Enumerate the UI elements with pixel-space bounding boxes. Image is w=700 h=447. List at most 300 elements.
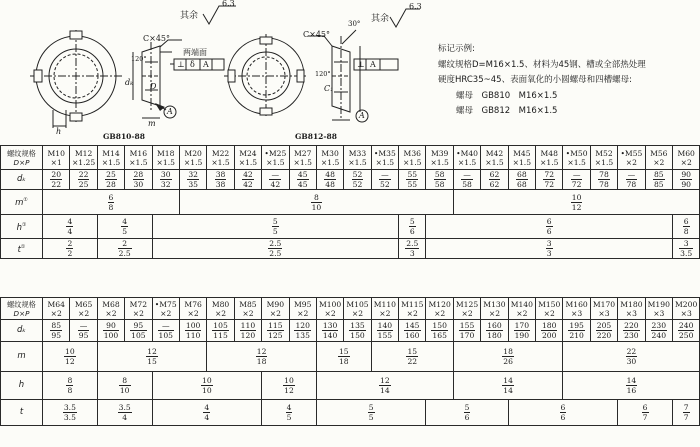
gb810-dim-h: h [56, 127, 62, 136]
thread-pitch: ×3 [680, 308, 692, 318]
frac-numerator: 130 [322, 321, 338, 330]
value-cell [179, 320, 206, 342]
frac-denominator: 105 [158, 331, 173, 340]
header-line-1: 螺纹规格 [7, 299, 36, 309]
thread-pitch: ×1.5 [457, 157, 477, 167]
thread-pitch: ×2 [50, 308, 62, 318]
frac-denominator: 3.5 [63, 413, 76, 422]
thread-spec-cell [207, 298, 234, 320]
frac-denominator: 3.5 [680, 249, 693, 258]
frac-denominator: 240 [651, 331, 667, 340]
thread-spec-cell [563, 298, 590, 320]
frac-numerator: 8 [311, 193, 323, 203]
value-cell [453, 170, 480, 190]
frac-numerator: 140 [377, 321, 393, 330]
thread-size: M12 [74, 148, 93, 158]
gb810-caption: GB810-88 [103, 132, 145, 141]
thread-spec-cell [618, 146, 645, 170]
value-fraction [187, 170, 199, 189]
frac-denominator: 100 [103, 331, 119, 340]
value-fraction [464, 403, 471, 422]
thread-pitch: ×1.5 [320, 157, 340, 167]
thread-size: M180 [620, 299, 643, 309]
thread-size: M140 [510, 299, 533, 309]
spec-row-1 [1, 190, 700, 215]
frac-denominator: 10 [202, 386, 212, 395]
frac-numerator: 100 [185, 321, 201, 330]
frac-numerator: 155 [459, 321, 475, 330]
thread-spec-cell [371, 146, 398, 170]
gb812-chamfer: C×45° [303, 30, 331, 39]
thread-spec-cell [645, 146, 672, 170]
thread-size: M56 [650, 148, 668, 158]
thread-size: M105 [346, 299, 369, 309]
thread-pitch: ×2 [379, 308, 391, 318]
value-cell [344, 170, 371, 190]
value-fraction [240, 321, 257, 340]
value-fraction [212, 321, 229, 340]
thread-pitch: ×2 [160, 308, 172, 318]
value-fraction [404, 321, 421, 340]
thread-spec-cell [234, 146, 261, 170]
frac-numerator: 2 [67, 239, 73, 248]
frac-numerator: 230 [651, 321, 667, 330]
value-cell [508, 320, 535, 342]
thread-spec-cell [563, 146, 590, 170]
value-cell [152, 170, 179, 190]
thread-size: M16 [129, 148, 148, 158]
frac-numerator: 135 [350, 321, 365, 330]
spec-header-label [1, 298, 43, 320]
frac-denominator: 28 [106, 180, 116, 189]
frac-denominator: 30 [626, 357, 637, 366]
value-cell [344, 320, 371, 342]
gb812-caption: GB812-88 [295, 132, 337, 141]
gb810-dim-d: D [150, 82, 157, 91]
frac-numerator: 14 [503, 376, 513, 385]
frac-denominator: 22 [407, 357, 418, 366]
frac-denominator: 160 [405, 331, 420, 340]
value-cell [399, 320, 426, 342]
row-label-text: h [18, 380, 25, 390]
gb812-figure [220, 0, 420, 142]
thread-spec-cell [399, 298, 426, 320]
value-cell [371, 342, 453, 372]
value-fraction [64, 347, 76, 366]
gb810-datum-a: A [167, 107, 173, 116]
frac-denominator: 42 [243, 180, 253, 189]
frac-numerator: 5 [409, 217, 415, 226]
gb810-rest-label: 其余 [180, 11, 199, 21]
value-cell [316, 170, 343, 190]
value-cell [371, 170, 398, 190]
frac-denominator: 72 [571, 180, 582, 189]
thread-size: M100 [318, 299, 342, 309]
thread-spec-cell [97, 146, 124, 170]
value-cell [426, 239, 673, 259]
frac-denominator: 4 [122, 413, 128, 422]
value-fraction [203, 403, 210, 422]
thread-pitch: ×2 [214, 308, 227, 318]
frac-denominator: 32 [160, 180, 171, 189]
value-cell [262, 170, 289, 190]
row-label-text: t [19, 407, 24, 417]
value-cell [453, 320, 480, 342]
value-fraction [146, 347, 158, 366]
frac-numerator: 240 [678, 321, 694, 330]
value-fraction [63, 403, 77, 422]
value-cell [426, 215, 673, 239]
value-fraction [514, 321, 531, 340]
thread-pitch: ×2 [269, 308, 281, 318]
thread-size: •M75 [154, 299, 177, 309]
header-line-2: D×P [13, 308, 30, 318]
frac-numerator: 105 [213, 321, 228, 330]
frac-numerator: 8 [119, 376, 131, 386]
frac-numerator: 2.5 [406, 239, 419, 248]
value-cell [97, 239, 152, 259]
frac-denominator: 12 [284, 386, 294, 395]
thread-spec-cell [70, 298, 97, 320]
value-cell [262, 320, 289, 342]
frac-denominator: 68 [517, 180, 527, 189]
frac-numerator: 145 [405, 321, 420, 330]
frac-denominator: 125 [268, 331, 283, 340]
value-cell [207, 342, 317, 372]
value-cell [481, 320, 508, 342]
thread-size: M27 [293, 148, 312, 158]
value-fraction [642, 403, 649, 422]
value-cell [536, 170, 563, 190]
frac-numerator: — [269, 170, 281, 180]
row-label [1, 239, 43, 259]
frac-numerator: 48 [325, 170, 335, 179]
value-fraction [683, 217, 690, 236]
thread-pitch: ×1.5 [211, 157, 230, 167]
thread-size: M72 [129, 299, 148, 309]
thread-pitch: ×1.5 [430, 157, 449, 167]
value-fraction [543, 170, 555, 189]
value-cell [152, 400, 262, 426]
value-fraction [516, 170, 528, 189]
thread-size: M130 [483, 299, 506, 309]
value-cell [43, 320, 70, 342]
value-cell [563, 320, 590, 342]
thread-pitch: ×1 [50, 157, 62, 167]
value-cell [590, 320, 617, 342]
frac-denominator: 10 [311, 202, 322, 212]
value-cell [672, 400, 699, 426]
frac-numerator: 12 [147, 347, 157, 356]
spec-row-2 [1, 215, 700, 239]
value-cell [672, 239, 699, 259]
frac-denominator: 12 [65, 357, 75, 366]
frac-numerator: 120 [295, 321, 310, 330]
thread-size: M20 [184, 148, 202, 158]
frac-denominator: 16 [626, 386, 637, 395]
value-fraction [50, 170, 62, 189]
frac-numerator: 20 [51, 170, 62, 179]
frac-numerator: 85 [653, 170, 664, 179]
value-cell [43, 239, 98, 259]
thread-size: M36 [403, 148, 421, 158]
value-cell [316, 372, 453, 400]
value-fraction [651, 321, 668, 340]
note-line: 标记示例: [438, 44, 475, 54]
spec-table-1 [0, 145, 700, 259]
value-cell [399, 239, 426, 259]
thread-pitch: ×1.5 [485, 157, 504, 167]
frac-denominator: 4 [67, 227, 73, 236]
frac-denominator: 90 [681, 180, 692, 189]
thread-size: M190 [647, 299, 670, 309]
value-fraction [352, 170, 364, 189]
value-fraction [118, 239, 132, 258]
spec-header-row [1, 298, 700, 320]
value-fraction [623, 321, 640, 340]
value-fraction [324, 170, 336, 189]
frac-numerator: — [571, 170, 583, 180]
thread-spec-cell [125, 146, 152, 170]
value-fraction [379, 170, 391, 189]
thread-pitch: ×2 [132, 308, 144, 318]
row-label-text: dₖ [16, 325, 26, 335]
frac-denominator: 12 [571, 202, 582, 212]
thread-size: M65 [74, 299, 93, 309]
thread-pitch: ×2 [406, 308, 418, 318]
thread-pitch: ×1.5 [567, 157, 586, 167]
frac-denominator: 38 [215, 180, 226, 189]
value-fraction [546, 239, 553, 258]
thread-pitch: ×2 [351, 308, 364, 318]
frac-denominator: 135 [295, 331, 310, 340]
thread-spec-cell [152, 146, 179, 170]
value-cell [179, 170, 206, 190]
spec-header-row [1, 146, 700, 170]
frac-denominator: 58 [434, 180, 445, 189]
value-fraction [568, 321, 585, 340]
value-fraction [626, 376, 638, 395]
value-fraction [50, 321, 62, 340]
value-cell [70, 320, 97, 342]
thread-spec-cell [179, 298, 206, 320]
value-fraction [406, 347, 418, 366]
frac-denominator: 155 [377, 331, 393, 340]
frac-denominator: 30 [133, 180, 144, 189]
thread-size: M24 [239, 148, 257, 158]
thread-pitch: ×1.5 [156, 157, 175, 167]
frac-numerator: 22 [626, 347, 637, 356]
value-cell [97, 400, 152, 426]
frac-numerator: 30 [160, 170, 171, 179]
value-fraction [461, 170, 473, 189]
frac-denominator: 6 [560, 413, 566, 422]
value-fraction [283, 376, 295, 395]
frac-denominator: 180 [487, 331, 502, 340]
value-cell [563, 372, 700, 400]
thread-spec-cell [316, 146, 343, 170]
thread-pitch: ×2 [516, 308, 528, 318]
marking-example [438, 42, 698, 120]
thread-spec-cell [344, 298, 371, 320]
frac-denominator: 45 [297, 180, 308, 189]
thread-pitch: ×1.5 [512, 157, 532, 167]
frac-numerator: 4 [204, 403, 210, 412]
thread-pitch: ×3 [653, 308, 665, 318]
thread-size: •M25 [264, 148, 287, 158]
frac-denominator: 8 [108, 202, 114, 212]
value-cell [645, 170, 672, 190]
value-fraction [78, 170, 90, 189]
row-label-text: t [17, 244, 21, 255]
frac-numerator: — [158, 321, 175, 331]
row-label [1, 342, 43, 372]
value-cell [481, 170, 508, 190]
thread-spec-cell [453, 298, 480, 320]
frac-denominator: 230 [624, 331, 639, 340]
frac-denominator: 2.5 [269, 249, 282, 258]
thread-pitch: ×1.5 [238, 157, 258, 167]
value-fraction [541, 321, 558, 340]
thread-spec-cell [125, 298, 152, 320]
thread-spec-cell [481, 298, 508, 320]
value-fraction [368, 403, 375, 422]
gb812-angle: 30° [348, 20, 361, 28]
frac-numerator: — [626, 170, 638, 180]
frac-numerator: 6 [683, 217, 689, 226]
value-fraction [242, 170, 254, 189]
frac-denominator: 190 [514, 331, 530, 340]
value-fraction [406, 170, 418, 189]
thread-pitch: ×2 [434, 308, 446, 318]
thread-spec-cell [43, 146, 70, 170]
value-fraction [66, 239, 73, 258]
value-cell [316, 400, 426, 426]
frac-numerator: 68 [517, 170, 527, 179]
value-cell [316, 320, 343, 342]
value-fraction [78, 321, 90, 340]
value-fraction [256, 347, 268, 366]
frac-denominator: 55 [407, 180, 418, 189]
frac-numerator: 6 [546, 217, 552, 226]
frac-denominator: 2.5 [118, 249, 131, 258]
frac-denominator: 95 [78, 331, 89, 340]
header-line-1: 螺纹规格 [7, 148, 36, 158]
frac-denominator: 14 [380, 386, 390, 395]
thread-size: M42 [485, 148, 504, 158]
value-fraction [571, 170, 583, 189]
thread-size: M10 [47, 148, 65, 158]
frac-numerator: 15 [338, 347, 349, 356]
frac-denominator: 7 [642, 413, 648, 422]
value-cell [179, 190, 453, 215]
value-fraction [405, 239, 419, 258]
value-cell [289, 320, 316, 342]
frac-denominator: 5 [286, 413, 292, 422]
value-cell [234, 170, 261, 190]
thread-pitch: ×1.5 [266, 157, 285, 167]
value-cell [289, 170, 316, 190]
thread-spec-cell [508, 298, 535, 320]
value-fraction [377, 321, 394, 340]
value-fraction [269, 170, 281, 189]
thread-size: M14 [102, 148, 120, 158]
value-fraction [160, 170, 172, 189]
value-cell [234, 320, 261, 342]
footnote-mark: ① [21, 221, 27, 228]
value-cell [43, 372, 98, 400]
thread-size: M30 [321, 148, 339, 158]
thread-size: M170 [592, 299, 616, 309]
thread-size: M110 [373, 299, 397, 309]
frac-numerator: 2.5 [269, 239, 282, 248]
thread-pitch: ×2 [653, 157, 665, 167]
frac-numerator: 220 [624, 321, 639, 330]
frac-denominator: 78 [626, 180, 637, 189]
value-cell [672, 170, 699, 190]
value-fraction [268, 239, 282, 258]
value-fraction [338, 347, 350, 366]
spec-row-1 [1, 342, 700, 372]
value-fraction [119, 376, 131, 395]
thread-size: M125 [455, 299, 479, 309]
value-fraction [679, 239, 693, 258]
frac-numerator: 32 [188, 170, 198, 179]
value-cell [426, 320, 453, 342]
value-fraction [294, 321, 311, 340]
value-cell [152, 239, 399, 259]
value-fraction [502, 347, 514, 366]
row-label [1, 170, 43, 190]
thread-size: M33 [348, 148, 367, 158]
thread-spec-cell [97, 298, 124, 320]
frac-numerator: 150 [432, 321, 447, 330]
frac-denominator: 150 [350, 331, 365, 340]
frac-denominator: 18 [338, 357, 349, 366]
value-fraction [653, 170, 665, 189]
row-label-text: m [17, 351, 26, 361]
frac-numerator: 25 [106, 170, 116, 179]
thread-size: M48 [540, 148, 558, 158]
row-label [1, 320, 43, 342]
gb812-roughness: 6.3 [409, 2, 422, 11]
frac-denominator: 6 [546, 227, 552, 236]
thread-pitch: ×1.5 [183, 157, 203, 167]
thread-size: •M50 [565, 148, 588, 158]
gb810-roughness: 6.3 [222, 0, 235, 8]
frac-denominator: 95 [51, 331, 62, 340]
value-cell [70, 170, 97, 190]
thread-pitch: ×3 [571, 308, 583, 318]
spec-row-0 [1, 320, 700, 342]
value-cell [125, 320, 152, 342]
frac-numerator: 90 [103, 321, 120, 331]
value-fraction [267, 321, 284, 340]
frac-denominator: 140 [322, 331, 338, 340]
value-cell [152, 320, 179, 342]
frac-denominator: 220 [596, 331, 612, 340]
value-fraction [215, 170, 227, 189]
frac-denominator: 6 [409, 227, 415, 236]
spec-row-0 [1, 170, 700, 190]
value-cell [618, 170, 645, 190]
thread-spec-cell [316, 298, 343, 320]
value-cell [371, 320, 398, 342]
frac-numerator: 45 [297, 170, 308, 179]
value-cell [508, 400, 618, 426]
thread-pitch: ×1.5 [348, 157, 367, 167]
row-label [1, 190, 43, 215]
